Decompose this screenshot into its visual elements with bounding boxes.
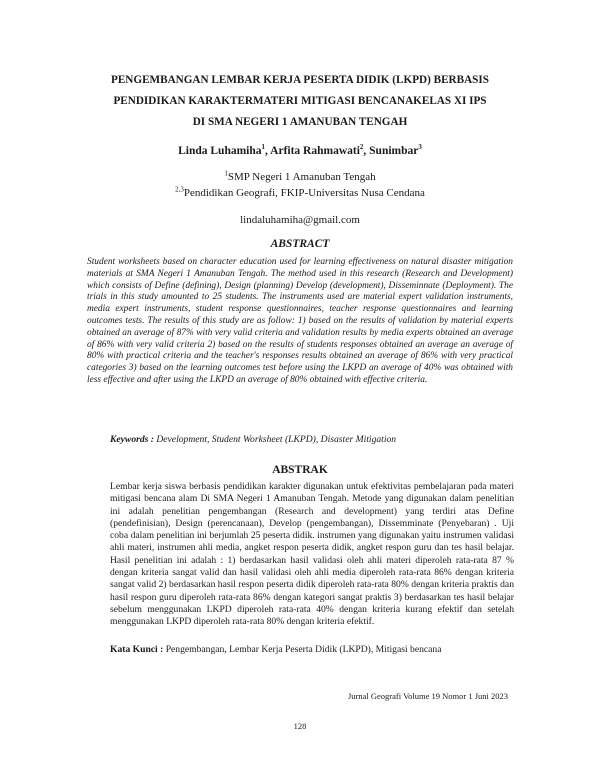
affiliation [0, 187, 600, 199]
abstrak-heading: ABSTRAK [272, 464, 328, 476]
title-line-3: DI SMA NEGERI 1 AMANUBAN TENGAH [192, 116, 408, 128]
title-line-2: PENDIDIKAN KARAKTERMATERI MITIGASI BENCANAKELAS XI IPS [113, 95, 487, 107]
keywords-label: Keywords : [110, 434, 154, 445]
author-list [0, 145, 600, 157]
kata-kunci-label: Kata Kunci : [110, 644, 164, 655]
keywords-text: Development, Student Worksheet (LKPD), Disaster Mitigation [153, 434, 397, 445]
author-separator: , [265, 145, 271, 157]
affiliation-mark: 2,3 [175, 185, 184, 194]
author-email[interactable]: lindaluhamiha@gmail.com [240, 214, 360, 226]
keywords [110, 434, 530, 445]
author-affiliation-mark: 2 [359, 143, 364, 152]
affiliation-text: Pendidikan Geografi, FKIP-Universitas Nusa Cendana [183, 187, 425, 199]
affiliation [0, 171, 600, 183]
paper-title [80, 70, 520, 133]
affiliation-mark: 1 [224, 169, 228, 178]
author-affiliation-mark: 1 [261, 143, 266, 152]
abstract-heading: ABSTRACT [270, 238, 330, 250]
affiliation-text: SMP Negeri 1 Amanuban Tengah [227, 171, 376, 183]
author-name: Linda Luhamiha [178, 145, 262, 157]
author-affiliation-mark: 3 [418, 143, 422, 152]
kata-kunci-text: Pengembangan, Lembar Kerja Peserta Didik (LKPD), Mitigasi bencana [163, 644, 442, 655]
abstrak-body: Lembar kerja siswa berbasis pendidikan karakter digunakan untuk efektivitas pembelajaran pada materi mitigasi bencana alam Di SMA Negeri 1 Amanuban Tengah. Metode yang digunakan dalam penelitian ini adalah penelitian pengembangan (Research and development) yang terdiri atas Define (pendefinisian), Design (perencanaan), Develop (pengembangan), Dissemminate (Penyebaran) . Uji coba dalam penelitian ini berjumlah 25 peserta didik. instrumen yang digunakan yaitu instrumen validasi ahli materi, instrumen ahli media, angket respon peserta didik, angket respon guru dan tes hasil belajar. Hasil penelitian ini adalah : 1) berdasarkan hasil validasi oleh ahli materi diperoleh rata-rata 87 % dengan kriteria sangat valid dan hasil validasi oleh ahli media diperoleh rata-rata 86% dengan kriteria sangat valid 2) berdasarkan hasil respon peserta didik diperoleh rata-rata 80% dengan kriteria praktis dan hasil respon guru diperoleh rata-rata 86% dengan kategori sangat praktis 3) berdasarkan tes hasil belajar sebelum menggunakan LKPD diperoleh rata-rata 40% dengan kriteria kurang efektif dan setelah menggunakan LKPD diperoleh rata-rata 80% dengan kriteria efektif. [110, 481, 514, 628]
author-separator: , [363, 145, 370, 157]
kata-kunci [110, 644, 530, 655]
abstract-body: Student worksheets based on character education used for learning effectiveness on natural disaster mitigation materials at SMA Negeri 1 Amanuban Tengah. The method used in this research (Research and Development) which consists of Define (defining), Design (planning) Develop (development), Disseminnate (Deployment). The trials in this study amounted to 25 students. The instruments used are material expert validation instruments, media expert instruments, student response questionnaires, teacher response questionnaires and learning outcomes tests. The results of this study are as follow: 1) based on the results of validation by material experts obtained an average of 87% with very valid criteria and validation results by media experts obtained an average of 86% with very valid criteria 2) based on the results of students responses obtained an average an average of 80% with practical criteria and the teacher's responses results obtained an average of 86% with very practical categories 3) based on the learning outcomes test before using the LKPD an average of 40% was obtained with less effective and after using the LKPD an average of 80% obtained with effective criteria. [87, 257, 513, 385]
author-name: Arfita Rahmawati [270, 145, 360, 157]
author-name: Sunimbar [369, 145, 419, 157]
page-number: 128 [293, 721, 307, 731]
journal-info: Jurnal Geografi Volume 19 Nomor 1 Juni 2023 [348, 691, 508, 701]
title-line-1: PENGEMBANGAN LEMBAR KERJA PESERTA DIDIK (LKPD) BERBASIS [111, 74, 489, 86]
